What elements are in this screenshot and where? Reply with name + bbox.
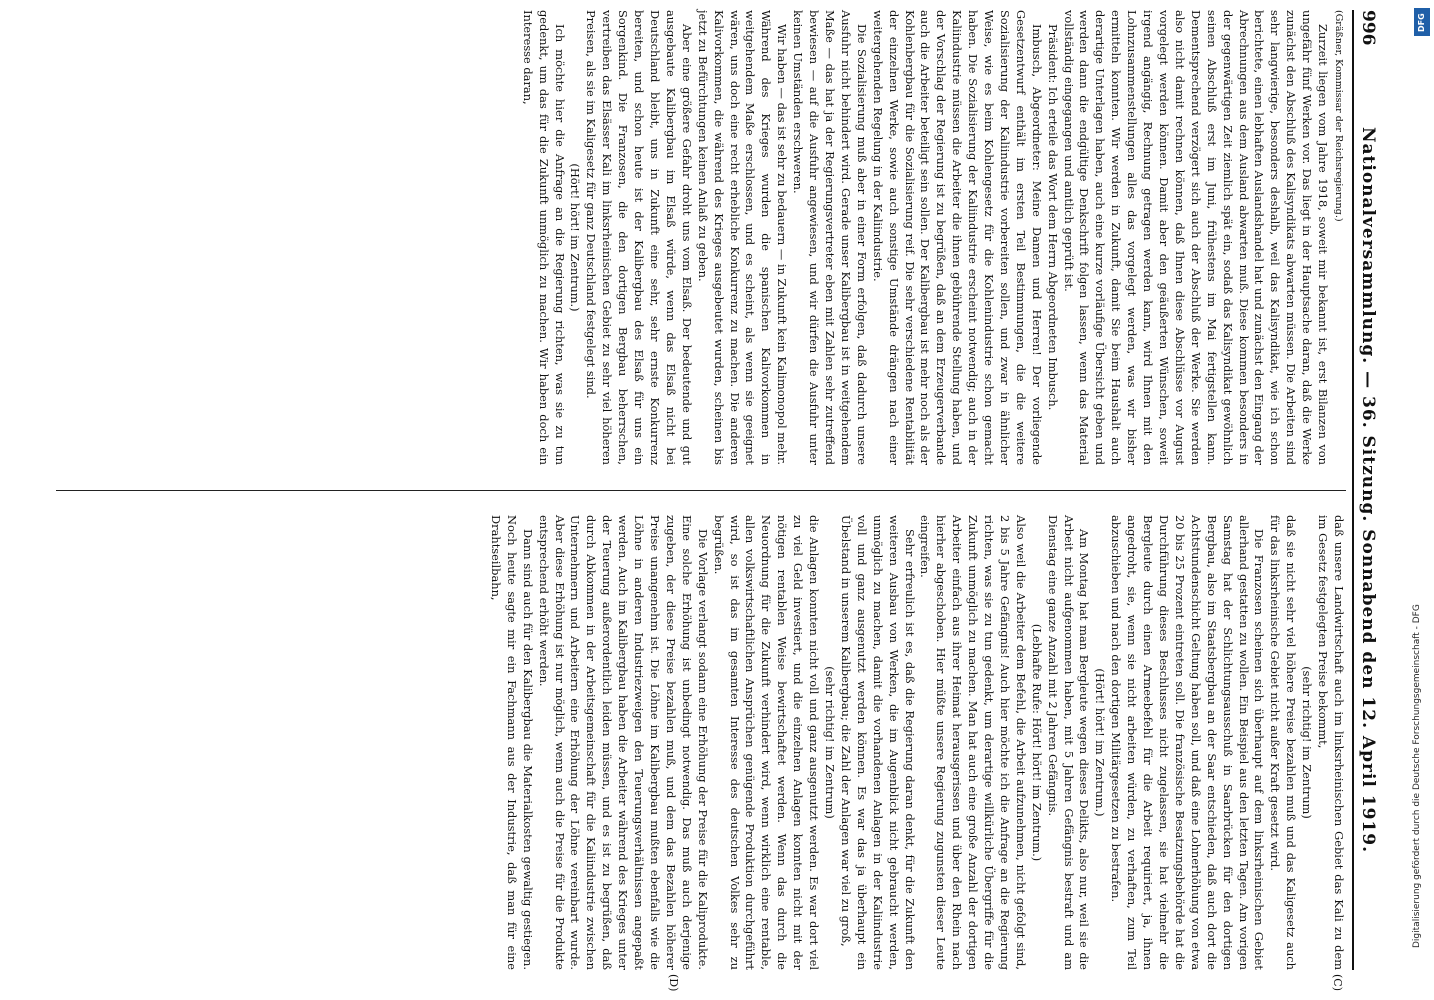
page-header xyxy=(1352,10,1380,970)
credit-text: Digitalisierung gefördert durch die Deutsche Forschungsgemeinschaft - DFG xyxy=(1412,604,1422,948)
paragraph: Ich möchte hier die Anfrage an die Regierung richten, was sie zu tun gedenkt, um das für die Zukunft unmöglich zu machen. Wir haben doch ein Interesse daran, xyxy=(520,10,567,465)
paragraph: daß unsere Landwirtschaft auch im linksrheinischen Gebiet das Kali zu dem im Gesetz festgelegten Preise bekommt, xyxy=(1316,515,1346,970)
paragraph: Dann sind auch für den Kalibergbau die Materialkosten gewaltig gestiegen. Noch heute sagte mir ein Fachmann aus der Industrie, daß man für eine Drahtseilbahn, xyxy=(488,515,535,970)
paragraph: Sehr erfreulich ist es, daß die Regierung daran denkt, für die Zukunft den weiteren Ausbau von Werken, die im Augenblick nicht gebraucht werden, unmöglich zu machen, damit die vorhandenen Anlagen in der Kaliindustrie voll und ganz ausgenutzt werden können. Es war das ja überhaupt ein Übelstand in unserem Kalibergbau; die Zahl der Anlagen war viel zu groß, xyxy=(838,515,917,970)
page-number: 996 xyxy=(1358,10,1378,46)
paragraph: Am Montag hat man Bergleute wegen dieses Delikts, also nur, weil sie die Arbeit nicht aufgenommen haben, mit 5 Jahren Gefängnis bestraft und am Dienstag eine ganze Anzahl mit 2 Jahren Gefängnis. xyxy=(1045,515,1092,970)
rotated-page-content xyxy=(50,10,1380,992)
margin-mark-d: (D) xyxy=(667,974,680,992)
interjection: (sehr richtig! im Zentrum) xyxy=(823,666,837,819)
digitization-credit xyxy=(1402,18,1422,978)
margin-mark-c: (C) xyxy=(1331,974,1344,991)
paragraph: Imbusch, Abgeordneter: Meine Damen und Herren! Der vorliegende Gesetzentwurf enthält im ersten Teil Bestimmungen, die die weitere Sozialisierung der Kaliindustrie vorbereiten sollen, und zwar in ähnlicher Weise, wie es beim Kohlengesetz für die Kohlenindustrie schon gemacht haben. Die Sozialisierung der Kaliindustrie erscheint notwendig; auch in der Kaliindustrie müssen die Arbeiter die ihnen gebührende Stellung haben, und der Vorschlag der Regierung ist zu begrüßen, daß an dem Erzeugerverbande auch die Arbeiter beteiligt sein sollen. Der Kalibergbau ist mehr noch als der Kohlenbergbau für die Sozialisierung reif. Die sehr verschiedene Rentabilität der einzelnen Werke, sowie auch sonstige Umstände drängen nach einer weitergehenden Regelung in der Kaliindustrie. xyxy=(870,10,1044,465)
interjection: (Hört! hört! im Zentrum.) xyxy=(1093,668,1108,817)
margin-mark-a xyxy=(1331,0,1344,1)
dfg-logo xyxy=(1414,8,1430,36)
speaker-note: (Gräßner, Kommissar der Reichsregierung.) xyxy=(1333,10,1344,222)
margin-mark-b xyxy=(667,0,680,1)
paragraph: Aber eine größere Gefahr droht uns vom Elsaß. Der bedeutende und gut ausgebaute Kalibergbau im Elsaß würde, wenn das Elsaß nicht bei Deutschland bleibt, uns in Zukunft eine sehr, sehr ernste Konkurrenz bereiten, und schon heute ist der Kalibergbau des Elsaß für uns ein Sorgenkind. Die Franzosen, die den dortigen Bergbau beherrschen, vertreiben das Elsässer Kali im linksrheinischen Gebiet zu sehr viel höheren Preisen, als sie im Kaligesetz für ganz Deutschland festgelegt sind. xyxy=(584,10,694,465)
interjection: (Lebhafte Rufe: Hört! hört! im Zentrum.) xyxy=(1029,623,1044,862)
paragraph: Also weil die Arbeiter dem Befehl, die Arbeit aufzunehmen, nicht gefolgt sind, 2 bis 5 Jahre Gefängnis! Auch hier möchte ich die Anfrage an die Regierung richten, was sie zu tun gedenkt, um derartige willkürliche Übergriffe für die Zukunft unmöglich zu machen. Man hat auch eine große Anzahl der dortigen Arbeiter einfach aus ihrer Heimat herausgerissen und über den Rhein nach hierher abgeschoben. Hier müßte unsere Regierung zugunsten dieser Leute eingreifen. xyxy=(918,515,1028,970)
column-divider xyxy=(56,490,1346,491)
paragraph: die Anlagen konnten nicht voll und ganz ausgenutzt werden. Es war dort viel zu viel Geld investiert, und die einzelnen Anlagen konnten nicht mit der nötigen rentablen Weise bewirtschaftet werden. Wenn das durch die Neuordnung für die Zukunft verhindert wird, wenn wirklich eine rentable, allen volkswirtschaftlichen Ansprüchen genügende Produktion durchgeführt wird, so ist das im gesamten Interesse des deutschen Volkes sehr zu begrüßen. xyxy=(711,515,822,970)
paragraph: daß sie nicht sehr viel höhere Preise bezahlen muß und das Kaligesetz auch für das linksrheinische Gebiet nicht außer Kraft gesetzt wird. xyxy=(1268,515,1299,970)
dfg-logo-text: DFG xyxy=(1417,13,1426,32)
paragraph: Die Sozialisierung muß aber in einer Form erfolgen, daß dadurch unsere Ausfuhr nicht behindert wird. Gerade unser Kalibergbau ist in weitgehendem Maße — das hat ja der Regierungsvertreter eben mit Zahlen sehr zutreffend bewiesen — auf die Ausfuhr angewiesen, und wir dürfen die Ausfuhr unter keinen Umständen erschweren. xyxy=(791,10,869,465)
paragraph: Zurzeit liegen vom Jahre 1918, soweit mir bekannt ist, erst Bilanzen von ungefähr fünf Werken vor. Das liegt in der Hauptsache daran, daß die Werke zunächst den Abschluß des Kalisyndikats abwarten müssen. Die Arbeiten sind sehr langwierige, besonders deshalb, weil das Kalisyndikat, wie ich schon berichtete, einen lebhaften Auslandshandel hat und zunächst den Eingang der Abrechnungen aus dem Ausland abwarten muß. Diese kommen besonders in der gegenwärtigen Zeit ziemlich spät ein, sodaß das Kalisyndikat gewöhnlich seinen Abschluß erst im Juni, frühestens im Mai fertigstellen kann. Dementsprechend verzögert sich auch der Abschluß der Werke. Sie werden also nicht damit rechnen können, daß Ihnen diese Abschlüsse vor August vorgelegt werden können. Damit aber den geäußerten Wünschen, soweit irgend angängig, Rechnung getragen werden kann, wird Ihnen mit den Lohnzusammenstellungen alles das vorgelegt werden, was wir bisher ermitteln konnten. Wir werden in Zukunft, damit Sie beim Haushalt auch derartige Unterlagen haben, auch eine kurze vorläufige Übersicht geben und werden dann die endgültige Denkschrift folgen lassen, wenn das Material vollständig eingegangen und amtlich geprüft ist. xyxy=(1061,10,1331,465)
right-column xyxy=(56,515,1346,970)
interjection: (sehr richtig! im Zentrum) xyxy=(1300,666,1315,819)
paragraph: Präsident: Ich erteile das Wort dem Herrn Abgeordneten Imbusch. xyxy=(1045,24,1060,411)
paragraph: Wir haben — das ist sehr zu bedauern — in Zukunft kein Kalimonopol mehr. Während des Krieges wurden die spanischen Kalivorkommen in weitgehendem Maße erschlossen, und es scheint, als wenn sie geeignet wären, uns doch eine recht erhebliche Konkurrenz zu machen. Die anderen Kalivorkommen, die während des Krieges ausgebeutet wurden, scheinen bis jetzt zu Befürchtungen keinen Anlaß zu geben. xyxy=(695,10,790,465)
page-title: Nationalversammlung. — 36. Sitzung. Sonnabend den 12. April 1919. xyxy=(1358,126,1378,854)
interjection: (Hört! hört! im Zentrum.) xyxy=(568,163,583,312)
paragraph: Die Vorlage verlangt sodann eine Erhöhung der Preise für die Kaliprodukte. Eine solche Erhöhung ist unbedingt notwendig. Das muß auch derjenige zugeben, der diese Preise bezahlen muß, und dem das Bezahlen höherer Preise unangenehm ist. Die Löhne im Kalibergbau mußten ebenfalls wie die Löhne in anderen Industriezweigen den Teuerungsverhältnissen angepaßt werden. Auch im Kalibergbau haben die Arbeiter während des Krieges unter der Teuerung außerordentlich leiden müssen, und es ist zu begrüßen, daß durch Abkommen in der Arbeitsgemeinschaft für die Kaliindustrie zwischen Unternehmern und Arbeitern eine Erhöhung der Löhne vereinbart wurde. Aber diese Erhöhung ist nur möglich, wenn auch die Preise für die Produkte entsprechend erhöht werden. xyxy=(536,515,710,970)
left-column xyxy=(56,10,1346,465)
paragraph: Die Franzosen scheinen sich überhaupt auf dem linksrheinischen Gebiet allerhand gestatten zu wollen. Ein Beispiel aus den letzten Tagen. Am vorigen Samstag hat der Schlichtungsausschuß in Saarbrücken für den dortigen Bergbau, also im Staatsbergbau an der Saar entschieden, daß auch dort die Achtstundenschicht Geltung haben soll, und daß eine Lohnerhöhung von etwa 20 bis 25 Prozent eintreten soll. Die französische Besatzungsbehörde hat die Durchführung dieses Beschlusses nicht zugelassen, sie hat vielmehr die Bergleute durch einen Armeebefehl für die Arbeit requiriert, ja, ihnen angedroht, sie, wenn sie nicht arbeiten würden, zu verhaften, zum Teil abzuschieben und nach den dortigen Militärgesetzen zu bestrafen. xyxy=(1109,515,1267,970)
